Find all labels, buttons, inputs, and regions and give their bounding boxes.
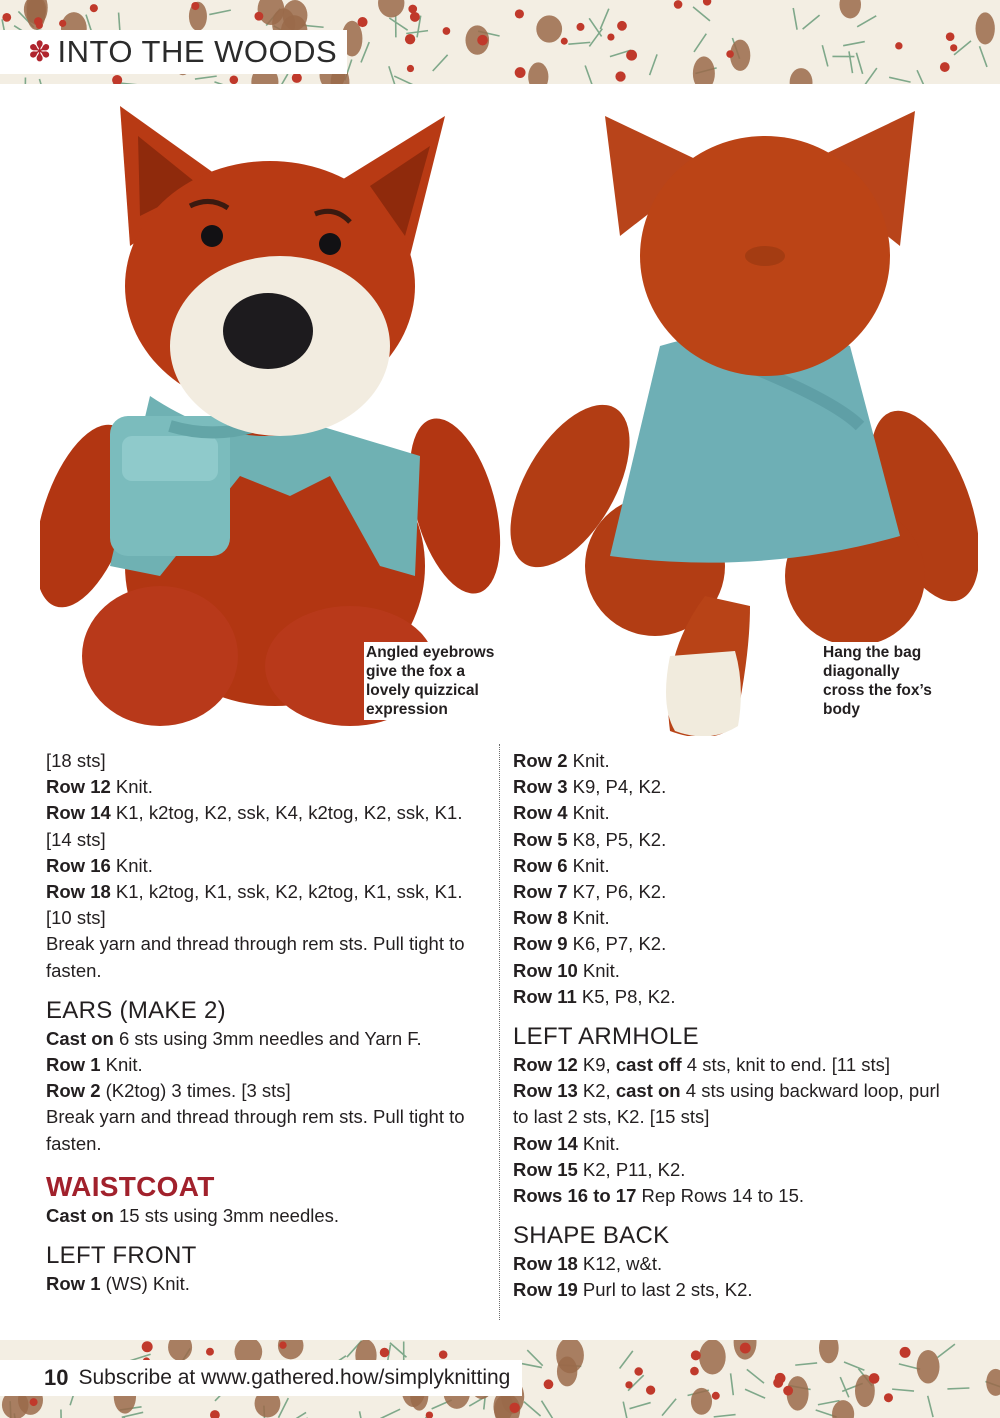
pattern-text bbox=[46, 931, 484, 983]
pattern-row bbox=[513, 879, 953, 905]
pattern-row bbox=[513, 1183, 953, 1209]
pattern-row bbox=[513, 1078, 953, 1130]
row-label: Cast on bbox=[46, 1027, 114, 1049]
section-header bbox=[0, 30, 347, 74]
pattern-row bbox=[513, 1052, 953, 1078]
row-instruction: K12, w&t. bbox=[577, 1253, 663, 1275]
row-instruction: Knit. bbox=[110, 776, 153, 798]
section-heading: LEFT ARMHOLE bbox=[513, 1023, 699, 1051]
row-label: Row 19 bbox=[513, 1279, 578, 1301]
fox-front-photo bbox=[40, 96, 502, 726]
row-instruction: [14 sts] bbox=[46, 828, 106, 850]
row-label: Row 8 bbox=[513, 907, 568, 929]
pattern-row bbox=[46, 1026, 484, 1052]
flower-icon: ✽ bbox=[28, 35, 52, 68]
row-instruction: K2, P11, K2. bbox=[577, 1158, 686, 1180]
pattern-text bbox=[46, 748, 484, 774]
row-label: Row 2 bbox=[513, 750, 568, 771]
row-instruction: Break yarn and thread through rem sts. Pull tight to fasten. bbox=[46, 933, 465, 981]
fox-back-photo bbox=[510, 96, 978, 736]
pattern-row bbox=[46, 774, 484, 800]
pattern-row bbox=[513, 1277, 953, 1303]
pattern-text bbox=[46, 1104, 484, 1156]
row-label: Row 9 bbox=[513, 933, 568, 955]
row-instruction: Knit. bbox=[110, 854, 153, 876]
row-instruction: 6 sts using 3mm needles and Yarn F. bbox=[113, 1027, 422, 1049]
pattern-row bbox=[513, 748, 953, 774]
row-instruction: (WS) Knit. bbox=[100, 1273, 190, 1295]
photo-caption-front: Angled eyebrows give the fox a lovely quizzical expression bbox=[364, 642, 510, 720]
row-label: Rows 16 to 17 bbox=[513, 1185, 637, 1207]
row-instruction: Purl to last 2 sts, K2. bbox=[577, 1279, 753, 1301]
row-instruction: K9, P4, K2. bbox=[567, 776, 667, 798]
photo-caption-back: Hang the bag diagonally cross the fox’s body bbox=[821, 642, 947, 720]
section-title: INTO THE WOODS bbox=[57, 34, 338, 69]
row-instruction: Rep Rows 14 to 15. bbox=[636, 1185, 805, 1207]
row-label: Row 16 bbox=[46, 854, 111, 876]
pattern-row bbox=[513, 984, 953, 1010]
row-label: Row 7 bbox=[513, 881, 568, 903]
pattern-row bbox=[513, 800, 953, 826]
row-label: Row 2 bbox=[46, 1080, 101, 1102]
row-label: Row 4 bbox=[513, 802, 568, 824]
row-instruction: Knit. bbox=[577, 959, 620, 981]
row-instruction: K7, P6, K2. bbox=[567, 881, 667, 903]
row-label: Row 18 bbox=[513, 1253, 578, 1275]
row-instruction: K5, P8, K2. bbox=[576, 985, 676, 1007]
pattern-row bbox=[513, 827, 953, 853]
section-heading: WAISTCOAT bbox=[46, 1170, 215, 1202]
fox-back-illustration bbox=[510, 96, 978, 736]
row-instruction: Knit. bbox=[567, 854, 610, 876]
right-text-column bbox=[513, 748, 953, 1304]
pattern-row bbox=[513, 774, 953, 800]
row-label: Cast on bbox=[46, 1204, 114, 1226]
row-instruction: K2, bbox=[577, 1080, 616, 1102]
row-instruction: [18 sts] bbox=[46, 750, 106, 771]
pattern-row bbox=[46, 800, 484, 826]
pattern-text bbox=[46, 827, 484, 853]
row-label: cast off bbox=[615, 1054, 682, 1076]
row-instruction: Knit. bbox=[567, 802, 610, 824]
section-heading: EARS (MAKE 2) bbox=[46, 996, 226, 1024]
row-label: Row 10 bbox=[513, 959, 578, 981]
row-instruction: Knit. bbox=[100, 1054, 143, 1076]
subscribe-text: Subscribe at www.gathered.how/simplyknitting bbox=[78, 1366, 511, 1389]
pattern-row bbox=[513, 931, 953, 957]
row-label: Row 1 bbox=[46, 1054, 101, 1076]
row-instruction: 15 sts using 3mm needles. bbox=[113, 1204, 340, 1226]
row-instruction: Break yarn and thread through rem sts. Pull tight to fasten. bbox=[46, 1106, 465, 1154]
pattern-row bbox=[46, 853, 484, 879]
pattern-row bbox=[46, 1052, 484, 1078]
page-number: 10 bbox=[44, 1365, 69, 1390]
row-label: Row 1 bbox=[46, 1273, 101, 1295]
row-label: Row 12 bbox=[46, 776, 111, 798]
row-label: Row 18 bbox=[46, 881, 111, 903]
row-instruction: Knit. bbox=[567, 750, 610, 771]
row-label: Row 3 bbox=[513, 776, 568, 798]
pattern-text bbox=[46, 905, 484, 931]
row-instruction: 4 sts using backward loop, purl to last 2 sts, K2. [15 sts] bbox=[513, 1080, 940, 1128]
row-label: Row 14 bbox=[46, 802, 111, 824]
pattern-row bbox=[46, 1078, 484, 1104]
pattern-row bbox=[513, 1157, 953, 1183]
pattern-row bbox=[513, 1251, 953, 1277]
row-label: cast on bbox=[615, 1080, 681, 1102]
fox-front-illustration bbox=[40, 96, 502, 726]
row-label: Row 15 bbox=[513, 1158, 578, 1180]
row-instruction: 4 sts, knit to end. [11 sts] bbox=[681, 1054, 891, 1076]
pattern-row bbox=[513, 1131, 953, 1157]
row-label: Row 12 bbox=[513, 1054, 578, 1076]
row-instruction: K8, P5, K2. bbox=[567, 828, 667, 850]
row-instruction: Knit. bbox=[577, 1132, 620, 1154]
pattern-row bbox=[513, 853, 953, 879]
left-text-column bbox=[46, 748, 484, 1297]
row-instruction: Knit. bbox=[567, 907, 610, 929]
page-footer bbox=[0, 1360, 522, 1396]
pattern-row bbox=[513, 958, 953, 984]
row-label: Row 11 bbox=[513, 985, 577, 1007]
row-label: Row 5 bbox=[513, 828, 568, 850]
pattern-row bbox=[513, 905, 953, 931]
row-label: Row 6 bbox=[513, 854, 568, 876]
row-instruction: (K2tog) 3 times. [3 sts] bbox=[100, 1080, 291, 1102]
row-instruction: [10 sts] bbox=[46, 907, 106, 929]
section-heading: LEFT FRONT bbox=[46, 1242, 197, 1270]
row-instruction: K1, k2tog, K1, ssk, K2, k2tog, K1, ssk, K1. bbox=[110, 881, 463, 903]
pattern-row bbox=[46, 879, 484, 905]
row-label: Row 13 bbox=[513, 1080, 578, 1102]
row-instruction: K9, bbox=[577, 1054, 616, 1076]
section-heading: SHAPE BACK bbox=[513, 1222, 670, 1250]
column-divider bbox=[499, 744, 500, 1320]
row-instruction: K1, k2tog, K2, ssk, K4, k2tog, K2, ssk, K1. bbox=[110, 802, 463, 824]
row-label: Row 14 bbox=[513, 1132, 578, 1154]
row-instruction: K6, P7, K2. bbox=[567, 933, 667, 955]
pattern-row bbox=[46, 1203, 484, 1229]
pattern-row bbox=[46, 1271, 484, 1297]
